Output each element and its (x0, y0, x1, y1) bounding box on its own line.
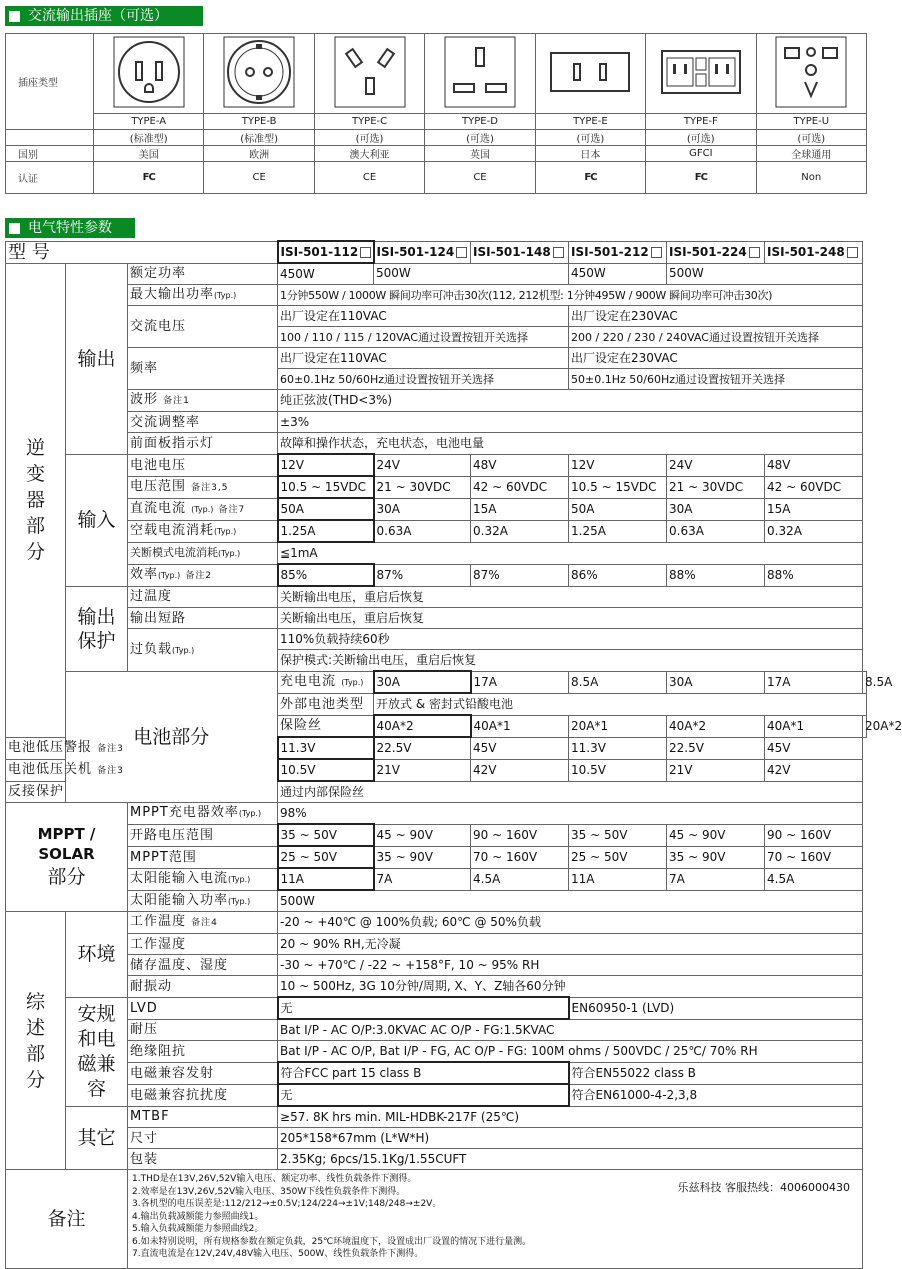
off-label: 关断模式电流消耗(Typ.) (128, 542, 278, 564)
socket-e-image (535, 34, 645, 114)
batt-v-112: 12V (278, 454, 374, 476)
batt-v-label: 电池电压 (128, 454, 278, 476)
option-f: (可选) (646, 130, 756, 146)
eff-212: 86% (569, 564, 667, 586)
v-range-248: 42 ~ 60VDC (765, 476, 863, 498)
low-alarm-label: 电池低压警报 备注3 (6, 737, 66, 759)
noload-212: 1.25A (569, 520, 667, 542)
vib: 10 ~ 500Hz, 3G 10分钟/周期, X、Y、Z轴各60分钟 (278, 976, 863, 998)
lvd-1: 无 (278, 997, 569, 1019)
ac-voltage-230: 出厂设定在230VAC (569, 306, 863, 327)
freq-label: 频率 (128, 348, 278, 390)
size-label: 尺寸 (128, 1128, 278, 1149)
note-6: 6.如未特别说明，所有规格参数在额定负载，25℃环境温度下，设置成出厂设置的情况下进行量测。 (132, 1236, 532, 1247)
eff-label: 效率(Typ.) 备注2 (128, 564, 278, 586)
solar-p-label: 太阳能输入功率(Typ.) (128, 890, 278, 912)
socket-u-image (756, 34, 866, 114)
low-alarm-212: 11.3V (569, 737, 667, 759)
max-power-label: 最大输出功率(Typ.) (128, 285, 278, 306)
rated-power-212: 450W (569, 263, 667, 285)
plug-c-icon (334, 36, 406, 108)
country-b: 欧洲 (204, 146, 314, 162)
solar-i-112: 11A (278, 868, 374, 890)
model-148: ISI-501-148 (471, 241, 569, 263)
humid-label: 工作湿度 (128, 934, 278, 955)
plug-d-icon (444, 36, 516, 108)
model-label: 型 号 (6, 241, 278, 263)
low-alarm-148: 45V (471, 737, 569, 759)
reverse-label: 反接保护 (6, 781, 66, 803)
charge-248: 8.5A (863, 671, 867, 693)
ac-reg: ±3% (278, 412, 863, 433)
plug-e-icon (550, 52, 630, 92)
batt-v-212: 12V (569, 454, 667, 476)
voc-224: 45 ~ 90V (667, 824, 765, 846)
dc-current-148: 15A (471, 498, 569, 520)
v-range-124: 21 ~ 30VDC (374, 476, 471, 498)
socket-f-image (646, 34, 756, 114)
cert-c-ce-logo: CE (314, 162, 424, 194)
withstand-label: 耐压 (128, 1019, 278, 1041)
mtbf: ≥57. 8K hrs min. MIL-HDBK-217F (25℃) (278, 1106, 863, 1128)
v-range-label: 电压范围 备注3,5 (128, 476, 278, 498)
eff-112: 85% (278, 564, 374, 586)
eff-224: 88% (667, 564, 765, 586)
socket-table (5, 33, 867, 194)
temp-label: 工作温度 备注4 (128, 912, 278, 934)
storage-label: 储存温度、湿度 (128, 955, 278, 976)
batt-type-label: 外部电池类型 (278, 693, 374, 715)
waveform: 纯正弦波(THD<3%) (278, 390, 863, 412)
type-e: TYPE-E (535, 114, 645, 130)
solar-i-124: 7A (374, 868, 471, 890)
v-range-224: 21 ~ 30VDC (667, 476, 765, 498)
hotline: 乐兹科技 客服热线：4006000430 (677, 1181, 851, 1194)
mppt-range-248: 70 ~ 160V (765, 846, 863, 868)
model-248: ISI-501-248 (765, 241, 863, 263)
solar-i-label: 太阳能输入电流(Typ.) (128, 868, 278, 890)
mppt-range-212: 25 ~ 50V (569, 846, 667, 868)
country-e: 日本 (535, 146, 645, 162)
socket-b-image (204, 34, 314, 114)
emi-1: 符合FCC part 15 class B (278, 1062, 569, 1084)
ac-voltage-110: 出厂设定在110VAC (278, 306, 569, 327)
voc-148: 90 ~ 160V (471, 824, 569, 846)
mppt-eff: 98% (278, 803, 863, 825)
fuse-148: 20A*1 (569, 715, 667, 737)
cert-b-ce-logo: CE (204, 162, 314, 194)
fuse-112: 40A*2 (374, 715, 471, 737)
v-range-112: 10.5 ~ 15VDC (278, 476, 374, 498)
option-d: (可选) (425, 130, 535, 146)
mppt-range-224: 35 ~ 90V (667, 846, 765, 868)
input-group: 输入 (66, 454, 128, 586)
eff-124: 87% (374, 564, 471, 586)
noload-112: 1.25A (278, 520, 374, 542)
waveform-label: 波形 备注1 (128, 390, 278, 412)
voc-248: 90 ~ 160V (765, 824, 863, 846)
emi-2: 符合EN55022 class B (569, 1062, 863, 1084)
mppt-range-124: 35 ~ 90V (374, 846, 471, 868)
eff-148: 87% (471, 564, 569, 586)
noload-148: 0.32A (471, 520, 569, 542)
country-d: 英国 (425, 146, 535, 162)
model-224: ISI-501-224 (667, 241, 765, 263)
low-alarm-124: 22.5V (374, 737, 471, 759)
cert-f-fc-logo: FC (646, 162, 756, 194)
protection-group: 输出保护 (66, 586, 128, 671)
max-power: 1分钟550W / 1000W 瞬间功率可冲击30次(112, 212机型: 1分钟495W / 900W 瞬间功率可冲击30次) (278, 285, 863, 306)
sc-label: 输出短路 (128, 608, 278, 629)
ac-voltage-select-110: 100 / 110 / 115 / 120VAC通过设置按钮开关选择 (278, 327, 569, 348)
low-off-212: 10.5V (569, 759, 667, 781)
indicator: 故障和操作状态，充电状态，电池电量 (278, 433, 863, 455)
section-title-sockets: 交流输出插座（可选） (5, 6, 203, 26)
temp: -20 ~ +40℃ @ 100%负载; 60℃ @ 50%负载 (278, 912, 863, 934)
plug-a-icon (113, 36, 185, 108)
note-2: 2.效率是在13V,26V,52V输入电压、350W下线性负载条件下测得。 (132, 1186, 406, 1197)
rated-power-224: 500W (667, 263, 863, 285)
note-1: 1.THD是在13V,26V,52V输入电压、额定功率、线性负载条件下测得。 (132, 1174, 417, 1184)
charge-224: 17A (765, 671, 863, 693)
section-title-electrical: 电气特性参数 (5, 218, 135, 238)
mppt-section: MPPT / SOLAR 部分 (6, 803, 128, 912)
voc-112: 35 ~ 50V (278, 824, 374, 846)
charge-212: 30A (667, 671, 765, 693)
mppt-range-label: MPPT范围 (128, 846, 278, 868)
voc-124: 45 ~ 90V (374, 824, 471, 846)
batt-v-124: 24V (374, 454, 471, 476)
freq-110: 出厂设定在110VAC (278, 348, 569, 369)
low-off-label: 电池低压关机 备注3 (6, 759, 66, 781)
iso: Bat I/P - AC O/P, Bat I/P - FG, AC O/P - FG: 100M ohms / 500VDC / 25℃/ 70% RH (278, 1041, 863, 1063)
emi-label: 电磁兼容发射 (128, 1062, 278, 1084)
low-off-224: 21V (667, 759, 765, 781)
cert-d-ce-logo: CE (425, 162, 535, 194)
socket-c-image (314, 34, 424, 114)
freq-230: 出厂设定在230VAC (569, 348, 863, 369)
noload-248: 0.32A (765, 520, 863, 542)
sc: 关断输出电压，重启后恢复 (278, 608, 863, 629)
rated-power-124: 500W (374, 263, 569, 285)
ac-voltage-label: 交流电压 (128, 306, 278, 348)
ems-2: 符合EN61000-4-2,3,8 (569, 1084, 863, 1106)
freq-select-50: 50±0.1Hz 50/60Hz通过设置按钮开关选择 (569, 369, 863, 390)
ot: 关断输出电压，重启后恢复 (278, 586, 863, 608)
low-alarm-112: 11.3V (278, 737, 374, 759)
model-112: ISI-501-112 (278, 241, 374, 263)
fuse-224: 40A*1 (765, 715, 863, 737)
country-c: 澳大利亚 (314, 146, 424, 162)
dc-current-112: 50A (278, 498, 374, 520)
inverter-section: 逆变器部分 (6, 263, 66, 737)
plug-b-icon (223, 36, 295, 108)
fuse-212: 40A*2 (667, 715, 765, 737)
noload-label: 空载电流消耗(Typ.) (128, 520, 278, 542)
type-c: TYPE-C (314, 114, 424, 130)
dc-current-124: 30A (374, 498, 471, 520)
socket-type-label: 插座类型 (6, 34, 94, 130)
rated-power-112: 450W (278, 263, 374, 285)
charge-124: 17A (471, 671, 569, 693)
note-4: 4.输出负载减额能力参照曲线1。 (132, 1211, 264, 1222)
solar-i-224: 7A (667, 868, 765, 890)
note-5: 5.输入负载减额能力参照曲线2。 (132, 1224, 264, 1234)
ol-2: 保护模式:关断输出电压，重启后恢复 (278, 650, 863, 672)
socket-a-image (94, 34, 204, 114)
low-off-148: 42V (471, 759, 569, 781)
country-u: 全球通用 (756, 146, 866, 162)
vib-label: 耐振动 (128, 976, 278, 998)
country-label: 国别 (6, 146, 94, 162)
ems-1: 无 (278, 1084, 569, 1106)
lvd-2: EN60950-1 (LVD) (569, 997, 863, 1019)
cert-u: Non (756, 162, 866, 194)
note-3: 3.各机型的电压误差是:112/212→±0.5V;124/224→±1V;148/248→±2V。 (132, 1199, 442, 1209)
country-a: 美国 (94, 146, 204, 162)
notes-block (128, 1170, 863, 1269)
cert-a-fc-logo: FC (94, 162, 204, 194)
storage: -30 ~ +70℃ / -22 ~ +158°F, 10 ~ 95% RH (278, 955, 863, 976)
option-u: (可选) (756, 130, 866, 146)
notes-label: 备注 (6, 1170, 128, 1269)
env-group: 环境 (66, 912, 128, 998)
ol-label: 过负载(Typ.) (128, 629, 278, 672)
solar-i-148: 4.5A (471, 868, 569, 890)
mtbf-label: MTBF (128, 1106, 278, 1128)
socket-d-image (425, 34, 535, 114)
option-b: (标准型) (204, 130, 314, 146)
safety-group: 安规和电磁兼容 (66, 997, 128, 1106)
option-e: (可选) (535, 130, 645, 146)
fuse-248: 20A*2 (863, 715, 867, 737)
lvd-label: LVD (128, 997, 278, 1019)
pack: 2.35Kg; 6pcs/15.1Kg/1.55CUFT (278, 1149, 863, 1170)
plug-f-icon (661, 50, 741, 94)
reverse: 通过内部保险丝 (278, 781, 863, 803)
voc-212: 35 ~ 50V (569, 824, 667, 846)
dc-current-label: 直流电流 (Typ.) 备注7 (128, 498, 278, 520)
type-u: TYPE-U (756, 114, 866, 130)
cert-label: 认证 (6, 162, 94, 194)
mppt-range-112: 25 ~ 50V (278, 846, 374, 868)
rated-power-label: 额定功率 (128, 263, 278, 285)
low-alarm-224: 22.5V (667, 737, 765, 759)
ac-voltage-select-230: 200 / 220 / 230 / 240VAC通过设置按钮开关选择 (569, 327, 863, 348)
batt-v-224: 24V (667, 454, 765, 476)
iso-label: 绝缘阻抗 (128, 1041, 278, 1063)
model-212: ISI-501-212 (569, 241, 667, 263)
charge-112: 30A (374, 671, 471, 693)
voc-label: 开路电压范围 (128, 824, 278, 846)
humid: 20 ~ 90% RH,无冷凝 (278, 934, 863, 955)
fuse-label: 保险丝 (278, 715, 374, 737)
spec-table (5, 240, 902, 1269)
low-off-112: 10.5V (278, 759, 374, 781)
low-off-124: 21V (374, 759, 471, 781)
low-alarm-248: 45V (765, 737, 863, 759)
dc-current-212: 50A (569, 498, 667, 520)
dc-current-248: 15A (765, 498, 863, 520)
option-a: (标准型) (94, 130, 204, 146)
output-group: 输出 (66, 263, 128, 454)
solar-i-248: 4.5A (765, 868, 863, 890)
batt-v-148: 48V (471, 454, 569, 476)
plug-u-icon (775, 36, 847, 108)
type-f: TYPE-F (646, 114, 756, 130)
fuse-124: 40A*1 (471, 715, 569, 737)
mppt-eff-label: MPPT充电器效率(Typ.) (128, 803, 278, 825)
solar-i-212: 11A (569, 868, 667, 890)
type-a: TYPE-A (94, 114, 204, 130)
withstand: Bat I/P - AC O/P:3.0KVAC AC O/P - FG:1.5KVAC (278, 1019, 863, 1041)
general-section: 综述部分 (6, 912, 66, 1170)
size: 205*158*67mm (L*W*H) (278, 1128, 863, 1149)
charge-148: 8.5A (569, 671, 667, 693)
ems-label: 电磁兼容抗扰度 (128, 1084, 278, 1106)
noload-124: 0.63A (374, 520, 471, 542)
other-group: 其它 (66, 1106, 128, 1170)
ac-reg-label: 交流调整率 (128, 412, 278, 433)
noload-224: 0.63A (667, 520, 765, 542)
country-f: GFCI (646, 146, 756, 162)
v-range-212: 10.5 ~ 15VDC (569, 476, 667, 498)
option-c: (可选) (314, 130, 424, 146)
dc-current-224: 30A (667, 498, 765, 520)
battery-section: 电池部分 (66, 671, 278, 803)
v-range-148: 42 ~ 60VDC (471, 476, 569, 498)
charge-label: 充电电流 (Typ.) (278, 671, 374, 693)
ol-1: 110%负载持续60秒 (278, 629, 863, 650)
type-b: TYPE-B (204, 114, 314, 130)
freq-select-60: 60±0.1Hz 50/60Hz通过设置按钮开关选择 (278, 369, 569, 390)
low-off-248: 42V (765, 759, 863, 781)
indicator-label: 前面板指示灯 (128, 433, 278, 455)
eff-248: 88% (765, 564, 863, 586)
solar-p: 500W (278, 890, 863, 912)
cert-e-fc-logo: FC (535, 162, 645, 194)
off-current: ≦1mA (278, 542, 863, 564)
pack-label: 包装 (128, 1149, 278, 1170)
batt-v-248: 48V (765, 454, 863, 476)
model-124: ISI-501-124 (374, 241, 471, 263)
note-7: 7.直流电流是在12V,24V,48V输入电压、500W、线性负载条件下测得。 (132, 1249, 424, 1259)
batt-type: 开放式 & 密封式铅酸电池 (374, 693, 867, 715)
mppt-range-148: 70 ~ 160V (471, 846, 569, 868)
ot-label: 过温度 (128, 586, 278, 608)
type-d: TYPE-D (425, 114, 535, 130)
